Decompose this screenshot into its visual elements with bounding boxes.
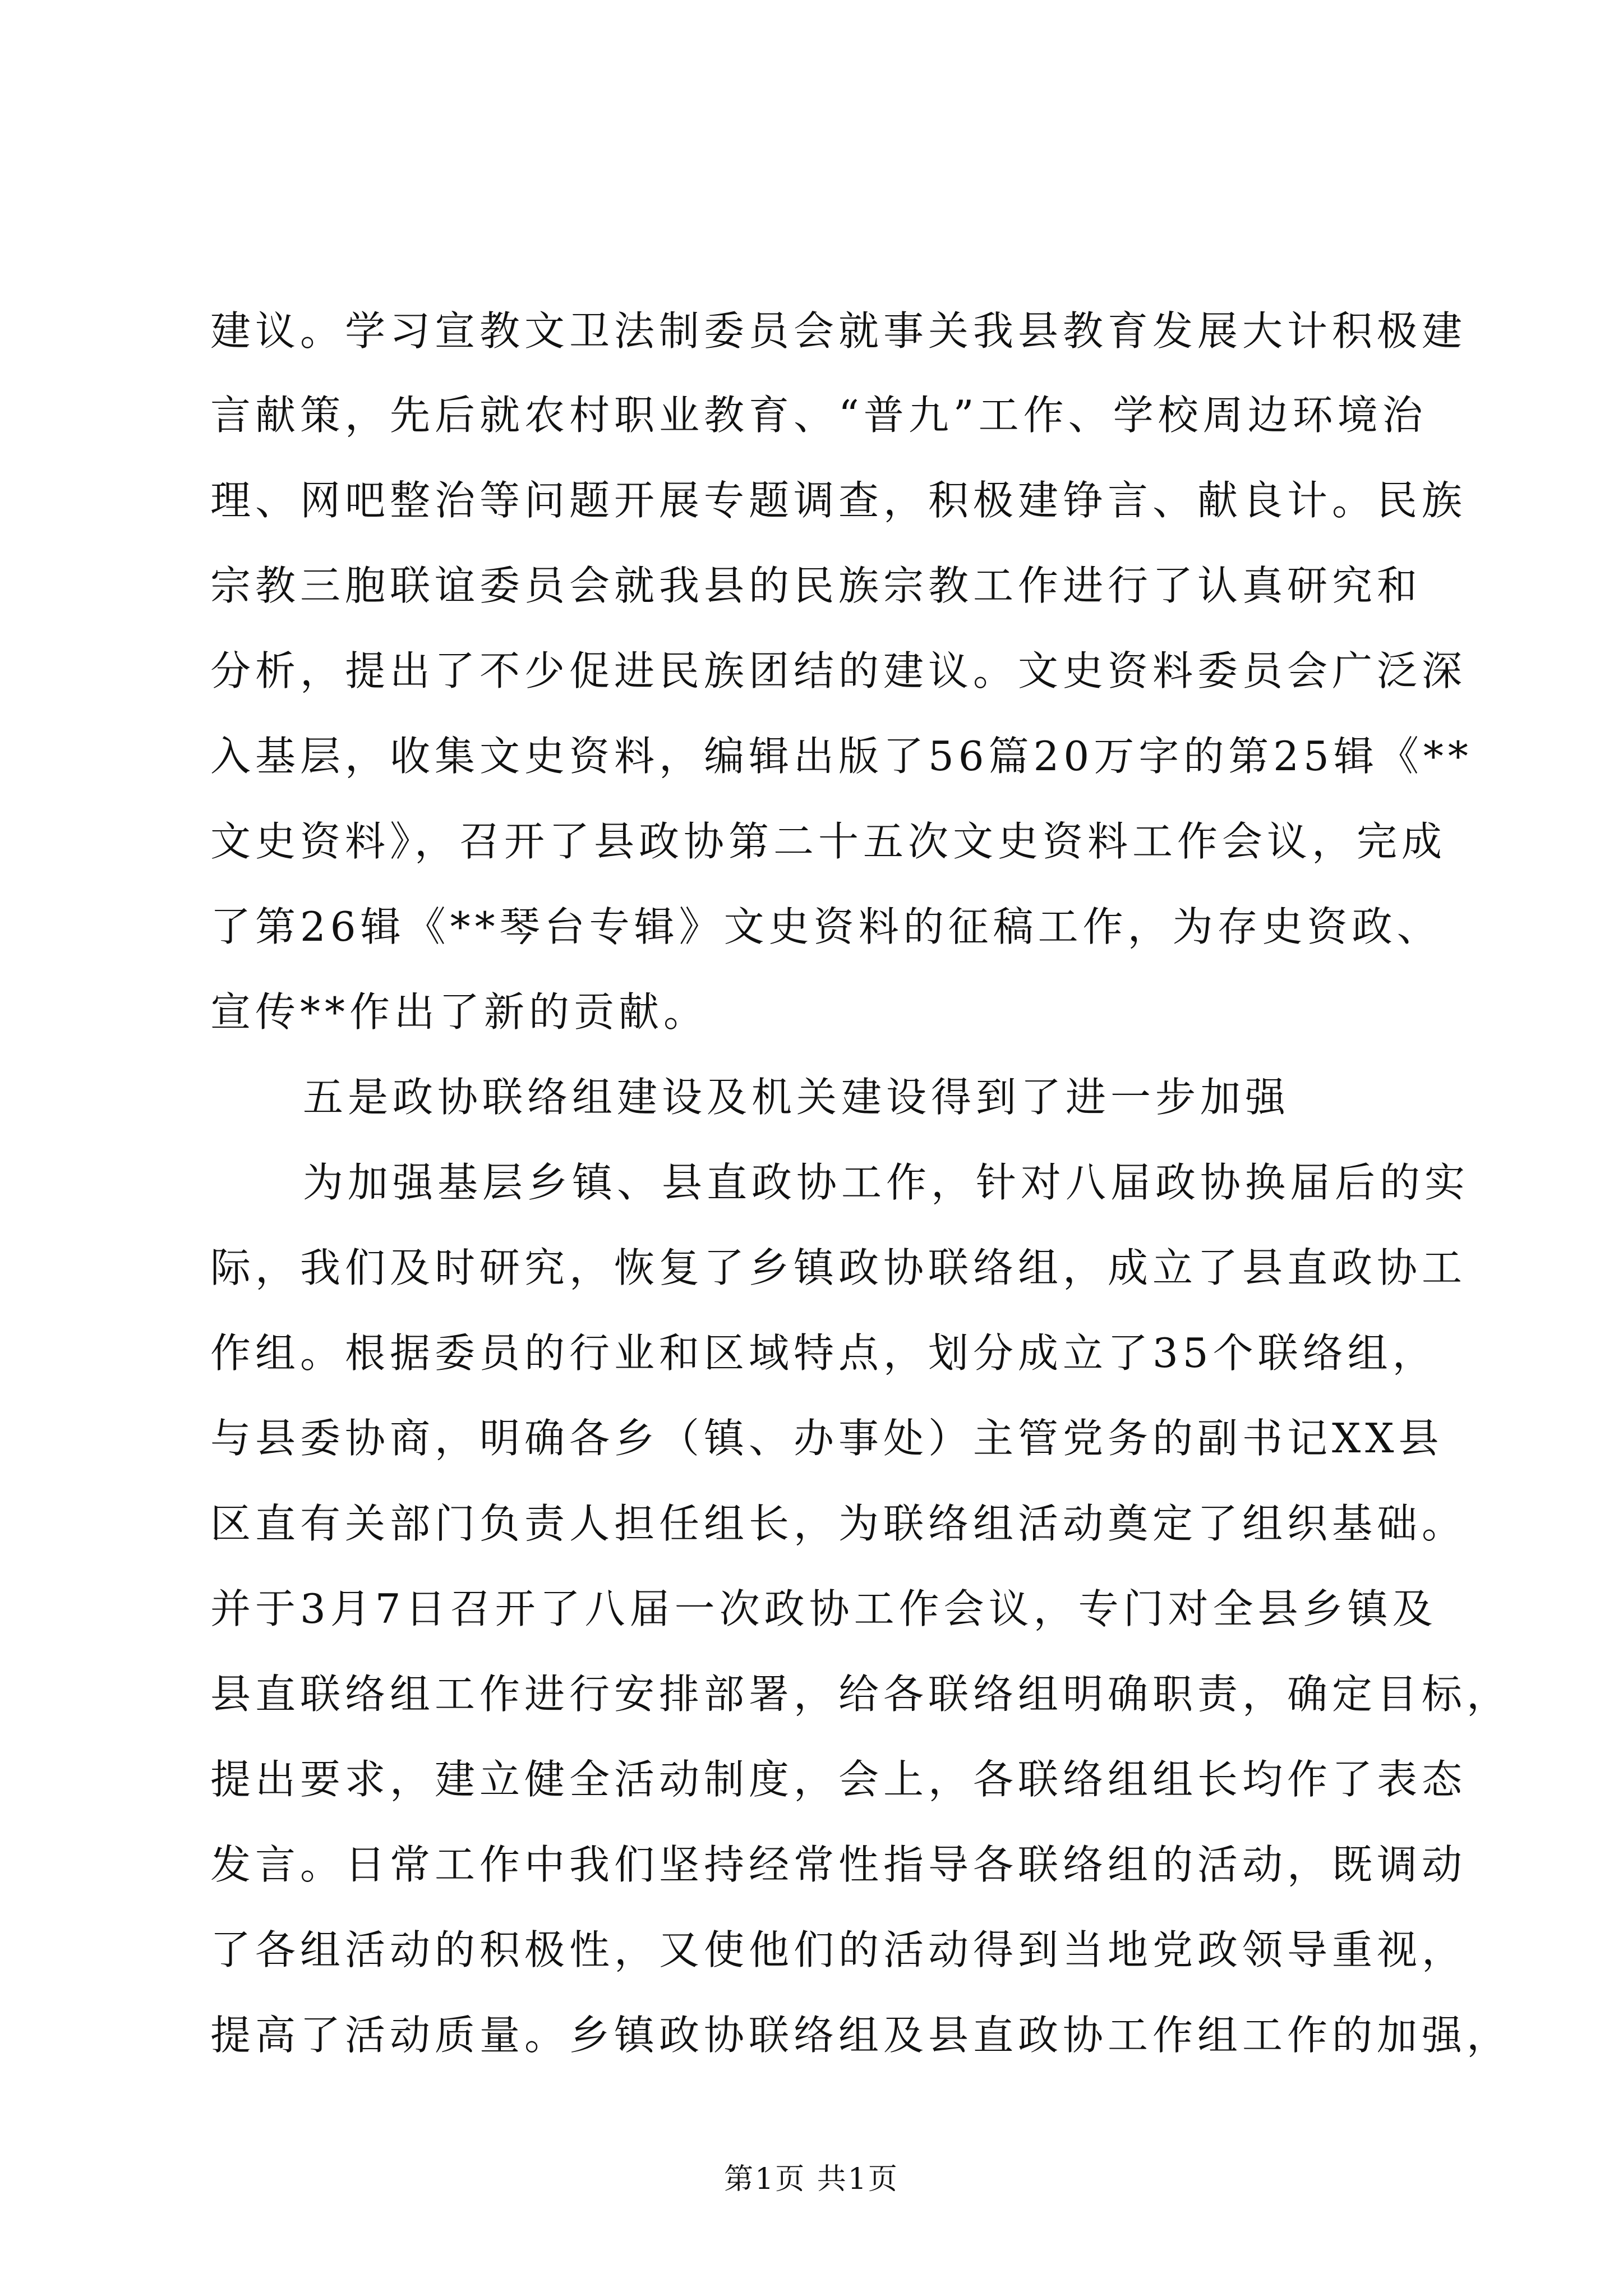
paragraph-2-line-6: 并于3月7日召开了八届一次政协工作会议，专门对全县乡镇及: [210, 1585, 1437, 1632]
paragraph-2-line-3: 作组。根据委员的行业和区域特点，划分成立了35个联络组，: [210, 1329, 1437, 1377]
paragraph-1-line-4: 宗教三胞联谊委员会就我县的民族宗教工作进行了认真研究和: [210, 562, 1422, 609]
page-footer: 第1页 共1页: [724, 2162, 899, 2196]
paragraph-2-line-4: 与县委协商，明确各乡（镇、办事处）主管党务的副书记XX县: [210, 1415, 1444, 1462]
paragraph-2-line-1: 为加强基层乡镇、县直政协工作，针对八届政协换届后的实: [303, 1159, 1470, 1206]
paragraph-1-line-7: 文史资料》，召开了县政协第二十五次文史资料工作会议，完成: [210, 818, 1447, 865]
paragraph-2-line-5: 区直有关部门负责人担任组长，为联络组活动奠定了组织基础。: [210, 1500, 1467, 1547]
paragraph-1-line-8: 了第26辑《**琴台专辑》文史资料的征稿工作，为存史资政、: [210, 903, 1442, 950]
paragraph-1-line-9: 宣传**作出了新的贡献。: [210, 988, 709, 1036]
paragraph-1-line-3: 理、网吧整治等问题开展专题调查，积极建铮言、献良计。民族: [210, 477, 1467, 524]
paragraph-1-line-5: 分析，提出了不少促进民族团结的建议。文史资料委员会广泛深: [210, 647, 1467, 694]
paragraph-1-line-2: 言献策，先后就农村职业教育、“普九”工作、学校周边环境治: [210, 392, 1427, 439]
paragraph-2-line-11: 提高了活动质量。乡镇政协联络组及县直政协工作组工作的加强，: [210, 2012, 1512, 2059]
paragraph-1-line-1: 建议。学习宣教文卫法制委员会就事关我县教育发展大计积极建: [210, 307, 1467, 355]
paragraph-2-line-7: 县直联络组工作进行安排部署，给各联络组明确职责，确定目标，: [210, 1671, 1512, 1718]
paragraph-2-line-8: 提出要求，建立健全活动制度，会上，各联络组组长均作了表态: [210, 1756, 1467, 1803]
paragraph-1-line-6: 入基层，收集文史资料，编辑出版了56篇20万字的第25辑《**: [210, 733, 1473, 780]
section-heading: 五是政协联络组建设及机关建设得到了进一步加强: [303, 1074, 1290, 1121]
paragraph-2-line-9: 发言。日常工作中我们坚持经常性指导各联络组的活动，既调动: [210, 1841, 1467, 1888]
paragraph-2-line-2: 际，我们及时研究，恢复了乡镇政协联络组，成立了县直政协工: [210, 1244, 1467, 1291]
paragraph-2-line-10: 了各组活动的积极性，又使他们的活动得到当地党政领导重视，: [210, 1926, 1467, 1973]
